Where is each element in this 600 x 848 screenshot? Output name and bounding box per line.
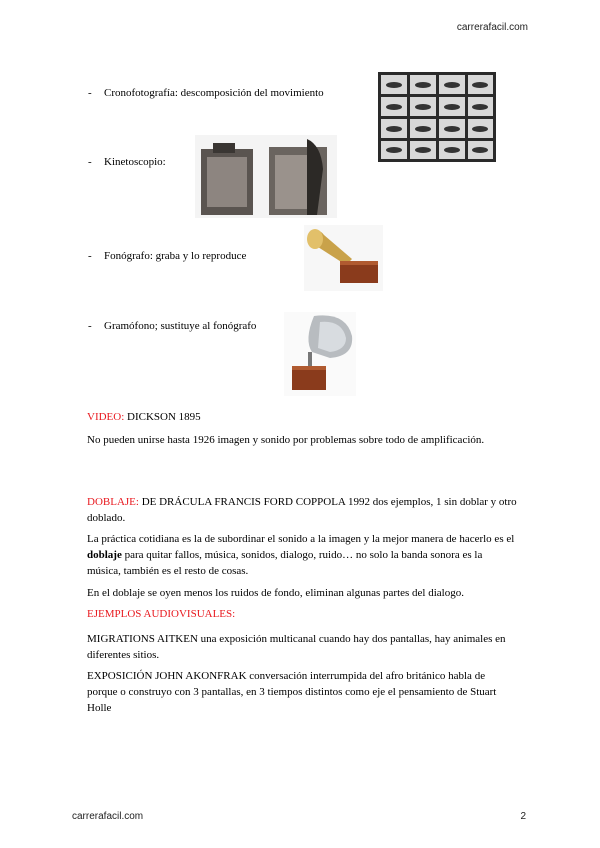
horse-motion-image [378, 72, 496, 162]
bullet-gramofono [88, 320, 256, 332]
bullet-dash: - [88, 250, 92, 262]
header-site: carrerafacil.com [456, 22, 528, 33]
footer-site: carrerafacil.com [72, 811, 144, 822]
kinetoscope-image [195, 135, 337, 218]
bullet-kinetoscopio [88, 156, 166, 168]
bullet-text: Kinetoscopio: [104, 156, 166, 168]
bullet-text: Cronofotografía: descomposición del movimiento [104, 87, 324, 99]
video-text: No pueden unirse hasta 1926 imagen y sonido por problemas sobre todo de amplificación. [87, 434, 485, 446]
doblaje-p1a: La práctica cotidiana es la de subordinar el sonido a la imagen y la mejor manera de hacerlo es el [87, 533, 515, 545]
doblaje-bold: doblaje [87, 549, 122, 561]
migrations-text: una exposición multicanal cuando hay dos pantallas, hay animales en diferentes sitios. [87, 633, 506, 661]
bullet-text: Gramófono; sustituye al fonógrafo [104, 320, 257, 332]
video-title: DICKSON 1895 [124, 411, 201, 423]
exposicion-paragraph [87, 668, 517, 716]
page-number: 2 [520, 811, 526, 822]
doblaje-paragraph-2: En el doblaje se oyen menos los ruidos de fondo, eliminan algunas partes del dialogo. [87, 587, 464, 599]
bullet-cronofotografia [88, 87, 324, 99]
video-heading [87, 409, 517, 425]
ejemplos-heading: EJEMPLOS AUDIOVISUALES: [87, 608, 236, 620]
exposicion-title: EXPOSICIÓN JOHN AKONFRAK [87, 670, 247, 682]
doblaje-heading [87, 494, 517, 526]
doblaje-paragraph-1 [87, 531, 517, 579]
bullet-dash: - [88, 320, 92, 332]
bullet-fonografo [88, 250, 246, 262]
doblaje-p1d: banda sonora es la música, también es el resto de cosas. [87, 549, 483, 577]
doblaje-label: DOBLAJE: [87, 496, 139, 508]
video-label: VIDEO: [87, 411, 125, 423]
migrations-title: MIGRATIONS AITKEN [87, 633, 198, 645]
doblaje-line: DE DRÁCULA FRANCIS FORD COPPOLA 1992 dos ejemplos, 1 sin doblar y otro doblado. [87, 496, 517, 524]
bullet-text: Fonógrafo: graba y lo reproduce [104, 250, 247, 262]
doblaje-p1c: para quitar fallos, música, sonidos, dialogo, ruido… no solo la [121, 549, 399, 561]
bullet-dash: - [88, 156, 92, 168]
bullet-dash: - [88, 87, 92, 99]
migrations-paragraph [87, 631, 517, 663]
exposicion-text: conversación interrumpida del afro británico habla de porque o construyo con 3 pantallas, en 3 tiempos distintos como eje el pensamiento de Stuart Holle [87, 670, 497, 714]
phonograph-image [304, 225, 383, 291]
gramophone-image [284, 312, 356, 396]
